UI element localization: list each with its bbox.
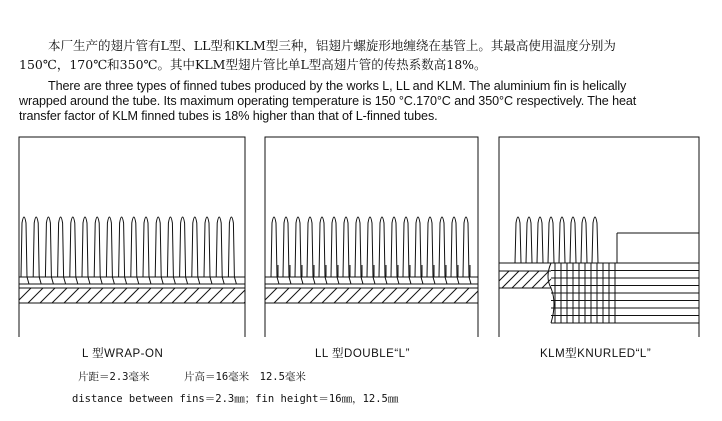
spec-fin-height-cn: 片高＝16毫米 12.5毫米: [184, 371, 306, 383]
fin-foot: [469, 277, 471, 284]
fin-foot: [222, 277, 224, 284]
fin-foot: [198, 277, 200, 284]
fin: [319, 217, 330, 277]
fin: [192, 217, 203, 277]
fin: [343, 217, 354, 277]
fin: [33, 217, 44, 277]
fin: [180, 217, 191, 277]
fin: [228, 217, 239, 277]
fin: [427, 217, 438, 277]
fin: [581, 217, 590, 263]
fin-foot: [39, 277, 41, 284]
tube-wall-hatch: [430, 288, 445, 303]
tube-wall-hatch: [382, 288, 397, 303]
panel-frame: [265, 137, 478, 337]
tube-wall-hatch: [100, 288, 115, 303]
fin-foot: [173, 277, 175, 284]
fin: [592, 217, 601, 263]
fin-foot: [313, 277, 315, 284]
tube-wall-hatch: [346, 288, 361, 303]
tube-wall-hatch: [19, 288, 31, 300]
tube-wall-hatch: [196, 288, 211, 303]
tube-wall-hatch: [28, 288, 43, 303]
fin: [415, 217, 426, 277]
caption-klm-type: KLM型KNURLED“L”: [540, 348, 652, 360]
tube-wall-hatch: [88, 288, 103, 303]
fin: [439, 217, 450, 277]
panel-frame: [499, 137, 699, 337]
tube-wall-hatch: [322, 288, 337, 303]
fin: [548, 217, 557, 263]
klm-type-fin-diagram: [499, 137, 699, 337]
fin-foot: [385, 277, 387, 284]
fin-foot: [433, 277, 435, 284]
fin: [355, 217, 366, 277]
tube-wall-hatch: [442, 288, 457, 303]
tube-wall-hatch: [502, 271, 519, 288]
intro-en-line-1: There are three types of finned tubes produced by the works L, LL and KLM. The aluminium fin is helically: [48, 79, 627, 93]
tube-wall-hatch: [394, 288, 409, 303]
fin-foot: [27, 277, 29, 284]
fin: [367, 217, 378, 277]
fin: [143, 217, 154, 277]
fin-foot: [161, 277, 163, 284]
fin: [295, 217, 306, 277]
tube-wall-hatch: [184, 288, 199, 303]
fin-foot: [125, 277, 127, 284]
fin: [463, 217, 474, 277]
tube-wall-hatch: [136, 288, 151, 303]
fin: [570, 217, 579, 263]
fin-foot: [210, 277, 212, 284]
intro-en-line-3: transfer factor of KLM finned tubes is 18% higher than that of L-finned tubes.: [19, 109, 438, 123]
tube-wall-hatch: [40, 288, 55, 303]
fin-foot: [100, 277, 102, 284]
fin-foot: [301, 277, 303, 284]
tube-wall-hatch: [310, 288, 325, 303]
tube-wall-hatch: [418, 288, 433, 303]
fin-foot: [88, 277, 90, 284]
tube-wall-hatch: [466, 291, 478, 303]
tube-wall-hatch: [532, 271, 549, 288]
fin: [307, 217, 318, 277]
tube-wall-hatch: [220, 288, 235, 303]
intro-cn-line-1: 本厂生产的翅片管有L型、LL型和KLM型三种，铝翅片螺旋形地缠绕在基管上。其最高使用温度分别为: [48, 38, 616, 53]
tube-wall-hatch: [522, 271, 539, 288]
fin-foot: [112, 277, 114, 284]
fin: [451, 217, 462, 277]
tube-wall-hatch: [244, 302, 245, 303]
caption-l-type: L 型WRAP-ON: [82, 348, 164, 360]
tube-wall-hatch: [358, 288, 373, 303]
fin: [559, 217, 568, 263]
spec-fins-en: distance between fins＝2.3㎜；fin height＝16㎜，12.5㎜: [72, 393, 399, 405]
fin: [216, 217, 227, 277]
fin: [82, 217, 93, 277]
fin: [94, 217, 105, 277]
tube-wall-hatch: [124, 288, 139, 303]
fin: [391, 217, 402, 277]
tube-wall-hatch: [64, 288, 79, 303]
fin-foot: [325, 277, 327, 284]
fin: [155, 217, 166, 277]
tube-wall-hatch: [499, 271, 509, 281]
tube-wall-hatch: [274, 288, 289, 303]
fin: [403, 217, 414, 277]
tube-wall-hatch: [112, 288, 127, 303]
tube-wall-hatch: [52, 288, 67, 303]
tube-wall-hatch: [406, 288, 421, 303]
fin-foot: [337, 277, 339, 284]
fin-foot: [421, 277, 423, 284]
spec-fin-pitch-cn: 片距＝2.3毫米: [78, 371, 150, 383]
fin: [526, 217, 535, 263]
tube-wall-hatch: [298, 288, 313, 303]
fin-foot: [445, 277, 447, 284]
tube-wall-hatch: [232, 290, 245, 303]
fin-foot: [149, 277, 151, 284]
fin: [58, 217, 69, 277]
fin-foot: [373, 277, 375, 284]
tube-wall-hatch: [370, 288, 385, 303]
fin: [271, 217, 282, 277]
fin-foot: [76, 277, 78, 284]
tube-wall-hatch: [286, 288, 301, 303]
fin-foot: [51, 277, 53, 284]
tube-wall-hatch: [334, 288, 349, 303]
fin: [106, 217, 117, 277]
fin: [379, 217, 390, 277]
fin-foot: [397, 277, 399, 284]
tube-wall-hatch: [76, 288, 91, 303]
fin: [283, 217, 294, 277]
fin: [331, 217, 342, 277]
fin-foot: [289, 277, 291, 284]
fin: [131, 217, 142, 277]
fin-foot: [64, 277, 66, 284]
intro-en-line-2: wrapped around the tube. Its maximum operating temperature is 150 °C.170°C and 350°C respectively. The heat: [19, 94, 637, 108]
ll-type-fin-diagram: [265, 137, 478, 337]
caption-ll-type: LL 型DOUBLE“L”: [315, 348, 410, 360]
tube-wall-hatch: [512, 271, 529, 288]
fin: [45, 217, 56, 277]
tube-wall-hatch: [265, 288, 277, 300]
fin: [119, 217, 130, 277]
tube-wall-hatch: [160, 288, 175, 303]
fin: [167, 217, 178, 277]
tube-wall-hatch: [454, 288, 469, 303]
fin-foot: [186, 277, 188, 284]
fin-foot: [137, 277, 139, 284]
l-type-fin-diagram: [19, 137, 245, 337]
fin-foot: [234, 277, 236, 284]
fin: [537, 217, 546, 263]
fin-foot: [409, 277, 411, 284]
fin-foot: [349, 277, 351, 284]
fin: [515, 217, 524, 263]
fin: [204, 217, 215, 277]
fin: [21, 217, 32, 277]
fin-foot: [457, 277, 459, 284]
fin-foot: [361, 277, 363, 284]
fin: [70, 217, 81, 277]
tube-wall-hatch: [172, 288, 187, 303]
tube-wall-hatch: [148, 288, 163, 303]
intro-cn-line-2: 150℃，170℃和350℃。其中KLM型翅片管比单L型高翅片管的传热系数高18%。: [19, 57, 487, 72]
tube-wall-hatch: [542, 279, 551, 288]
fin-foot: [277, 277, 279, 284]
tube-wall-hatch: [208, 288, 223, 303]
